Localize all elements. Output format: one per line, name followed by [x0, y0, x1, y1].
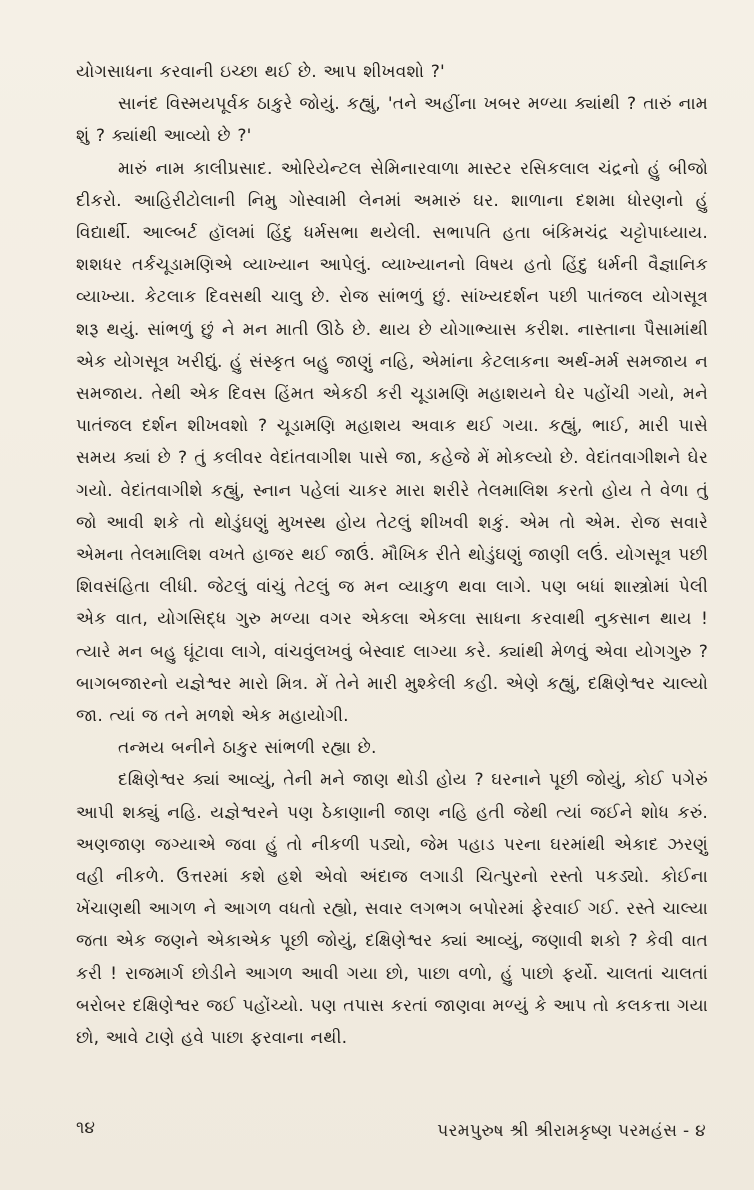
paragraph-dakshineswar-search: દક્ષિણેશ્વર ક્યાં આવ્યું, તેની મને જાણ થોડી હોય ? ઘરનાને પૂછી જોયું, કોઈ પગેરું આપી શક્યું નહિ. યજ્ઞેશ્વરને પણ ઠેકાણાની જાણ નહિ હતી જેથી ત્યાં જઈને શોધ કરું. અણજાણ જગ્યાએ જવા હું તો નીકળી પડ્યો, જેમ પહાડ પરના ઘરમાંથી એકાદ ઝરણું વહી નીકળે. ઉત્તરમાં કશે હશે એવો અંદાજ લગાડી ચિત્પુરનો રસ્તો પકડ્યો. કોઈના ખેંચાણથી આગળ ને આગળ વધતો રહ્યો, સવાર લગભગ બપોરમાં ફેરવાઈ ગઈ. રસ્તે ચાલ્યા જતા એક જણને એકાએક પૂછી જોયું, દક્ષિણેશ્વર ક્યાં આવ્યું, જણાવી શકો ? કેવી વાત કરી ! રાજમાર્ગ છોડીને આગળ આવી ગયા છો, પાછા વળો, હું પાછો ફર્યો. ચાલતાં ચાલતાં બરોબર દક્ષિણેશ્વર જઈ પહોંચ્યો. પણ તપાસ કરતાં જાણવા મળ્યું કે આપ તો કલકત્તા ગયા છો, આવે ટાણે હવે પાછા ફરવાના નથી.: [76, 770, 708, 1049]
paragraph-thakur-question: સાનંદ વિસ્મયપૂર્વક ઠાકુરે જોયું. કહ્યું, 'તને અહીંના ખબર મળ્યા ક્યાંથી ? તારું નામ શું ? ક્યાંથી આવ્યો છે ?': [76, 94, 708, 147]
paragraph-thakur-listening: તન્મય બનીને ઠાકુર સાંભળી રહ્યા છે.: [118, 738, 377, 759]
body-text: [76, 56, 708, 1054]
paragraph-kaliprasad-story: મારું નામ કાલીપ્રસાદ. ઓરિયેન્ટલ સેમિનારવાળા માસ્ટર રસિકલાલ ચંદ્રનો હું બીજો દીકરો. આહિરીટોલાની નિમુ ગોસ્વામી લેનમાં અમારું ઘર. શાળાના દશમા ધોરણનો હું વિદ્યાર્થી. આલ્બર્ટ હૉલમાં હિંદુ ધર્મસભા થયેલી. સભાપતિ હતા બંકિમચંદ્ર ચટ્ટોપાધ્યાય. શશધર તર્કચૂડામણિએ વ્યાખ્યાન આપેલું. વ્યાખ્યાનનો વિષય હતો હિંદુ ધર્મની વૈજ્ઞાનિક વ્યાખ્યા. કેટલાક દિવસથી ચાલુ છે. રોજ સાંભળું છું. સાંખ્યદર્શન પછી પાતંજલ યોગસૂત્ર શરૂ થયું. સાંભળું છું ને મન માતી ઊઠે છે. થાય છે યોગાભ્યાસ કરીશ. નાસ્તાના પૈસામાંથી એક યોગસૂત્ર ખરીદ્યું. હું સંસ્કૃત બહુ જાણું નહિ, એમાંના કેટલાકના અર્થ-મર્મ સમજાય ન સમજાય. તેથી એક દિવસ હિંમત એકઠી કરી ચૂડામણિ મહાશયને ઘેર પહોંચી ગયો, મને પાતંજલ દર્શન શીખવશો ? ચૂડામણિ મહાશય અવાક થઈ ગયા. કહ્યું, ભાઈ, મારી પાસે સમય ક્યાં છે ? તું કલીવર વેદાંતવાગીશ પાસે જા, કહેજે મેં મોકલ્યો છે. વેદાંતવાગીશને ઘેર ગયો. વેદાંતવાગીશે કહ્યું, સ્નાન પહેલાં ચાકર મારા શરીરે તેલમાલિશ કરતો હોય તે વેળા તું જો આવી શકે તો થોડુંઘણું મુખસ્થ હોય તેટલું શીખવી શકું. એમ તો એમ. રોજ સવારે એમના તેલમાલિશ વખતે હાજર થઈ જાઉં. મૌખિક રીતે થોડુંઘણું જાણી લઉં. યોગસૂત્ર પછી શિવસંહિતા લીધી. જેટલું વાંચું તેટલું જ મન વ્યાકુળ થવા લાગે. પણ બધાં શાસ્ત્રોમાં પેલી એક વાત, યોગસિદ્ધ ગુરુ મળ્યા વગર એકલા એકલા સાધના કરવાથી નુકસાન થાય ! ત્યારે મન બહુ ઘૂંટાવા લાગે, વાંચવુંલખવું બેસ્વાદ લાગ્યા કરે. ક્યાંથી મેળવું એવા યોગગુરુ ? બાગબજારનો યજ્ઞેશ્વર મારો મિત્ર. મેં તેને મારી મુશ્કેલી કહી. એણે કહ્યું, દક્ષિણેશ્વર ચાલ્યો જા. ત્યાં જ તને મળશે એક મહાયોગી.: [76, 158, 708, 727]
paragraph-continuation: યોગસાધના કરવાની ઇચ્છા થઈ છે. આપ શીખવશો ?': [76, 62, 445, 82]
running-title: પરમપુરુષ શ્રી શ્રીરામકૃષ્ણ પરમહંસ - ૪: [437, 1121, 706, 1141]
page-number: ૧૪: [76, 1118, 95, 1138]
